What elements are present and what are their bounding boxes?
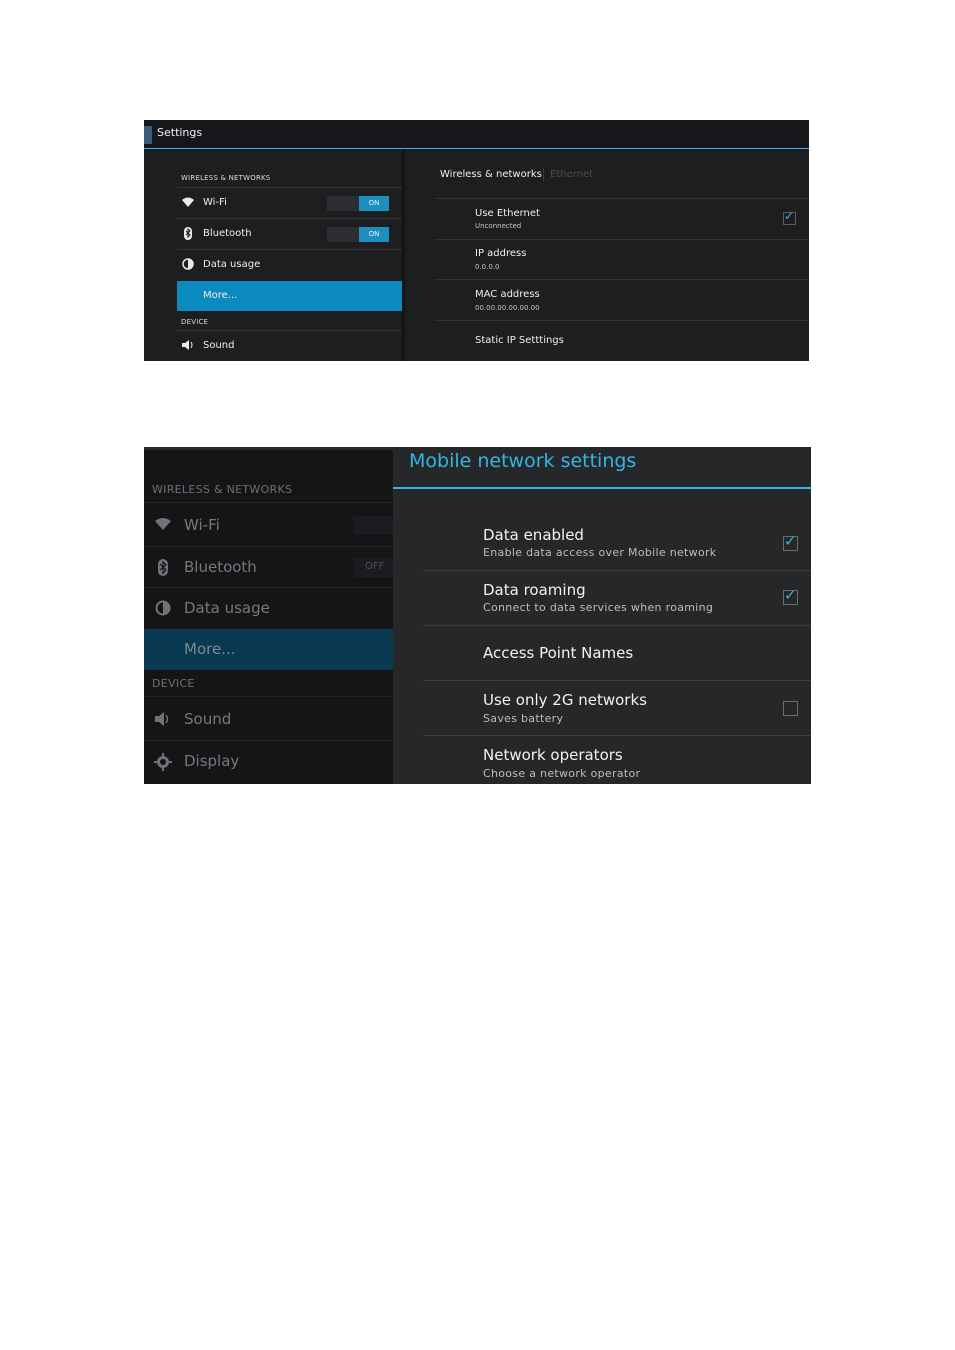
setting-summary: Choose a network operator: [483, 767, 641, 780]
data-roaming-checkbox[interactable]: [783, 586, 798, 605]
sidebar-item-wifi[interactable]: [144, 505, 393, 546]
panel-title: Mobile network settings: [409, 450, 637, 472]
settings-app-icon[interactable]: [144, 126, 152, 144]
wifi-toggle[interactable]: [327, 196, 389, 211]
sidebar-item-label: Data usage: [203, 259, 261, 270]
breadcrumb-separator: [543, 168, 544, 181]
wifi-icon: [181, 196, 195, 210]
sidebar-item-label: More...: [184, 640, 236, 658]
divider: [423, 735, 811, 736]
setting-summary: Unconnected: [475, 222, 522, 230]
divider: [435, 239, 809, 240]
setting-summary: Connect to data services when roaming: [483, 601, 714, 614]
sidebar-item-label: Bluetooth: [184, 558, 257, 576]
setting-title: MAC address: [475, 289, 540, 300]
bluetooth-icon: [154, 559, 172, 577]
divider: [423, 570, 811, 571]
ethernet-panel: [405, 149, 809, 361]
check-icon: ✓: [784, 209, 795, 223]
ethernet-settings-screenshot: [144, 120, 809, 361]
toggle-state: ON: [359, 196, 389, 211]
data-usage-icon: [154, 600, 172, 618]
divider: [423, 625, 811, 626]
toggle-state: OFF: [365, 561, 385, 572]
setting-title: Data enabled: [483, 526, 584, 544]
app-title: Settings: [157, 126, 203, 139]
section-header-device: DEVICE: [181, 318, 209, 326]
use-only-2g-checkbox[interactable]: [783, 701, 798, 716]
data-usage-icon: [181, 258, 195, 272]
sidebar-item-label: Data usage: [184, 599, 270, 617]
section-header-device: DEVICE: [152, 677, 195, 690]
divider: [144, 447, 393, 450]
wifi-icon: [154, 517, 172, 535]
sidebar-item-label: More...: [203, 290, 238, 301]
sidebar-item-label: Sound: [203, 340, 235, 351]
sidebar-item-label: Sound: [184, 710, 232, 728]
divider: [144, 696, 393, 697]
bluetooth-icon: [181, 227, 195, 241]
action-bar: [144, 120, 809, 149]
sidebar-item-data-usage[interactable]: [144, 588, 393, 629]
settings-sidebar: [144, 149, 402, 361]
setting-summary: 0.0.0.0: [475, 263, 500, 271]
sidebar-item-label: Wi-Fi: [203, 197, 227, 208]
setting-summary: Saves battery: [483, 712, 564, 725]
sidebar-item-sound[interactable]: [144, 699, 393, 740]
setting-title: Static IP Setttings: [475, 335, 564, 346]
setting-summary: Enable data access over Mobile network: [483, 546, 717, 559]
divider: [144, 502, 393, 503]
toggle-state: ON: [359, 227, 389, 242]
section-header-wireless: WIRELESS & NETWORKS: [152, 483, 293, 496]
divider: [435, 320, 809, 321]
display-icon: [154, 753, 172, 771]
setting-title: Use only 2G networks: [483, 691, 647, 709]
speaker-icon: [154, 711, 172, 729]
speaker-icon: [181, 339, 195, 353]
breadcrumb-current: Ethernet: [550, 169, 594, 180]
divider: [435, 198, 809, 199]
wifi-toggle[interactable]: [353, 516, 393, 535]
check-icon: ✓: [784, 586, 797, 604]
divider: [423, 680, 811, 681]
divider: [435, 279, 809, 280]
breadcrumb-parent[interactable]: Wireless & networks: [440, 169, 542, 180]
section-header-wireless: WIRELESS & NETWORKS: [181, 174, 271, 182]
sidebar-item-bluetooth[interactable]: [144, 547, 393, 588]
sidebar-item-sound[interactable]: [177, 331, 402, 361]
setting-title: Use Ethernet: [475, 208, 540, 219]
sidebar-item-label: Wi-Fi: [184, 516, 220, 534]
bluetooth-toggle[interactable]: [353, 558, 393, 577]
bluetooth-toggle[interactable]: [327, 227, 389, 242]
sidebar-item-bluetooth[interactable]: [177, 219, 402, 249]
mobile-network-settings-screenshot: [144, 447, 811, 784]
data-enabled-checkbox[interactable]: [783, 532, 798, 551]
title-underline: [393, 487, 811, 489]
check-icon: ✓: [784, 532, 797, 550]
sidebar-item-label: Display: [184, 752, 240, 770]
mobile-network-panel: [393, 447, 811, 784]
setting-title: IP address: [475, 248, 527, 259]
sidebar-item-label: Bluetooth: [203, 228, 252, 239]
sidebar-item-wifi[interactable]: [177, 188, 402, 218]
sidebar-item-more[interactable]: [177, 281, 402, 311]
settings-sidebar: [144, 447, 393, 784]
sidebar-item-display[interactable]: [144, 741, 393, 782]
setting-title: Network operators: [483, 746, 623, 764]
setting-summary: 00.00.00.00.00.00: [475, 304, 540, 312]
setting-title: Data roaming: [483, 581, 586, 599]
sidebar-item-more[interactable]: [144, 629, 393, 670]
use-ethernet-checkbox[interactable]: [783, 209, 796, 225]
sidebar-item-data-usage[interactable]: [177, 250, 402, 280]
setting-title: Access Point Names: [483, 644, 634, 662]
